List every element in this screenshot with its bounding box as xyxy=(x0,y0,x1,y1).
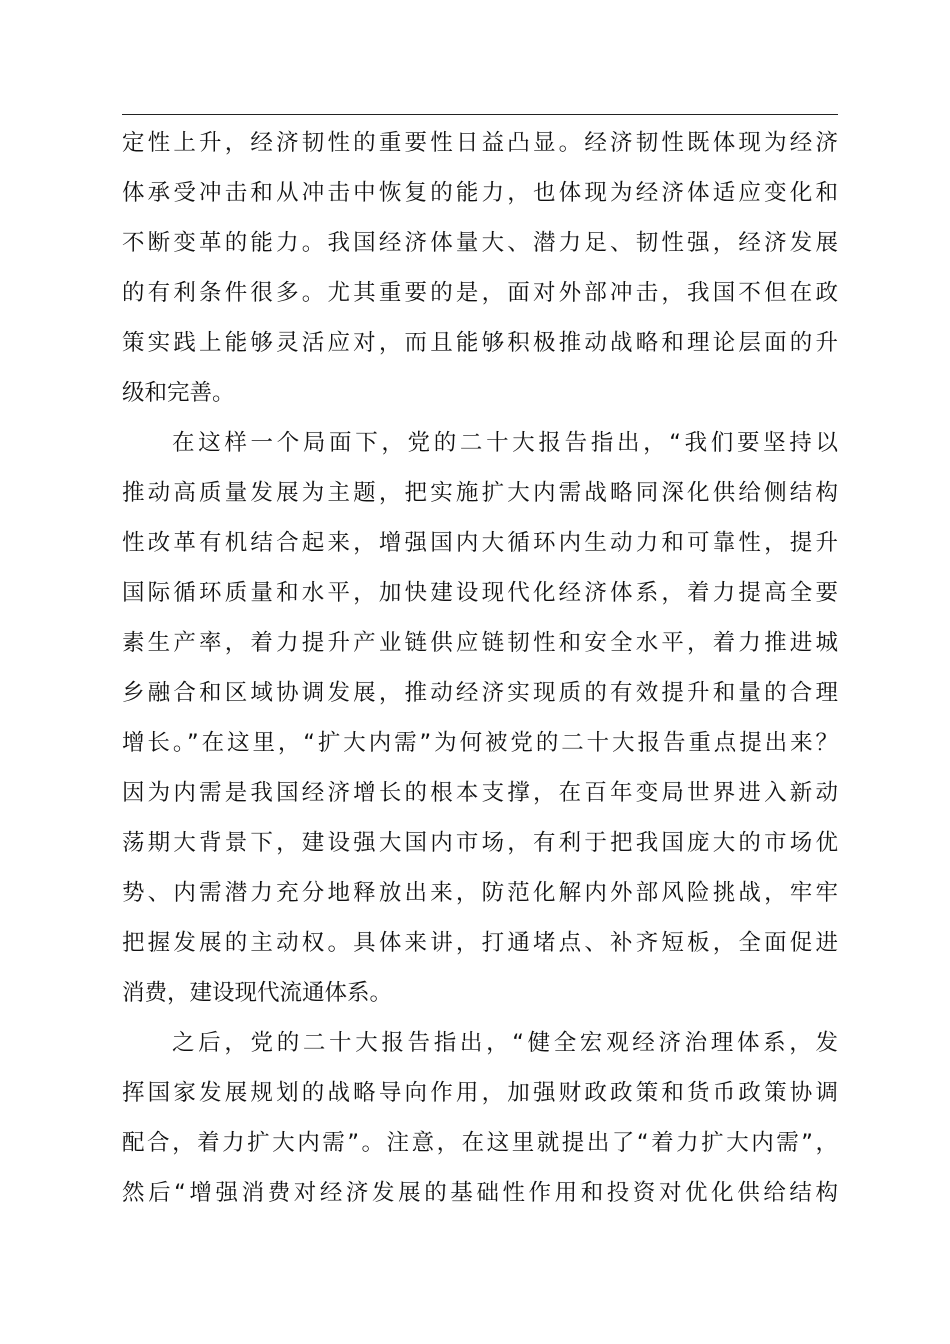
text-line: 国际循环质量和水平，加快建设现代化经济体系，着力提高全要 xyxy=(122,580,838,606)
text-line: 配合，着力扩大内需”。注意，在这里就提出了“着力扩大内需”， xyxy=(122,1130,838,1156)
document-body xyxy=(122,118,838,1218)
text-line: 然后“增强消费对经济发展的基础性作用和投资对优化供给结构 xyxy=(122,1180,838,1206)
text-line: 乡融合和区域协调发展，推动经济实现质的有效提升和量的合理 xyxy=(122,680,838,706)
text-line: 消费，建设现代流通体系。 xyxy=(122,980,393,1006)
text-line: 体承受冲击和从冲击中恢复的能力，也体现为经济体适应变化和 xyxy=(122,180,838,206)
text-line: 荡期大背景下，建设强大国内市场，有利于把我国庞大的市场优 xyxy=(122,830,838,856)
text-line: 策实践上能够灵活应对，而且能够积极推动战略和理论层面的升 xyxy=(122,330,838,356)
text-line: 在这样一个局面下，党的二十大报告指出，“我们要坚持以 xyxy=(172,430,838,456)
text-line: 因为内需是我国经济增长的根本支撑，在百年变局世界进入新动 xyxy=(122,780,838,806)
text-line: 势、内需潜力充分地释放出来，防范化解内外部风险挑战，牢牢 xyxy=(122,880,838,906)
text-line: 的有利条件很多。尤其重要的是，面对外部冲击，我国不但在政 xyxy=(122,280,838,306)
text-line: 推动高质量发展为主题，把实施扩大内需战略同深化供给侧结构 xyxy=(122,480,838,506)
text-line: 把握发展的主动权。具体来讲，打通堵点、补齐短板，全面促进 xyxy=(122,930,838,956)
text-line: 挥国家发展规划的战略导向作用，加强财政政策和货币政策协调 xyxy=(122,1080,838,1106)
text-line: 性改革有机结合起来，增强国内大循环内生动力和可靠性，提升 xyxy=(122,530,838,556)
text-line: 不断变革的能力。我国经济体量大、潜力足、韧性强，经济发展 xyxy=(122,230,838,256)
text-line: 级和完善。 xyxy=(122,380,235,406)
text-line: 之后，党的二十大报告指出，“健全宏观经济治理体系，发 xyxy=(172,1030,838,1056)
text-line: 素生产率，着力提升产业链供应链韧性和安全水平，着力推进城 xyxy=(122,630,838,656)
text-line: 增长。”在这里，“扩大内需”为何被党的二十大报告重点提出来？ xyxy=(122,730,838,756)
header-rule xyxy=(122,114,838,115)
text-line: 定性上升，经济韧性的重要性日益凸显。经济韧性既体现为经济 xyxy=(122,130,838,156)
